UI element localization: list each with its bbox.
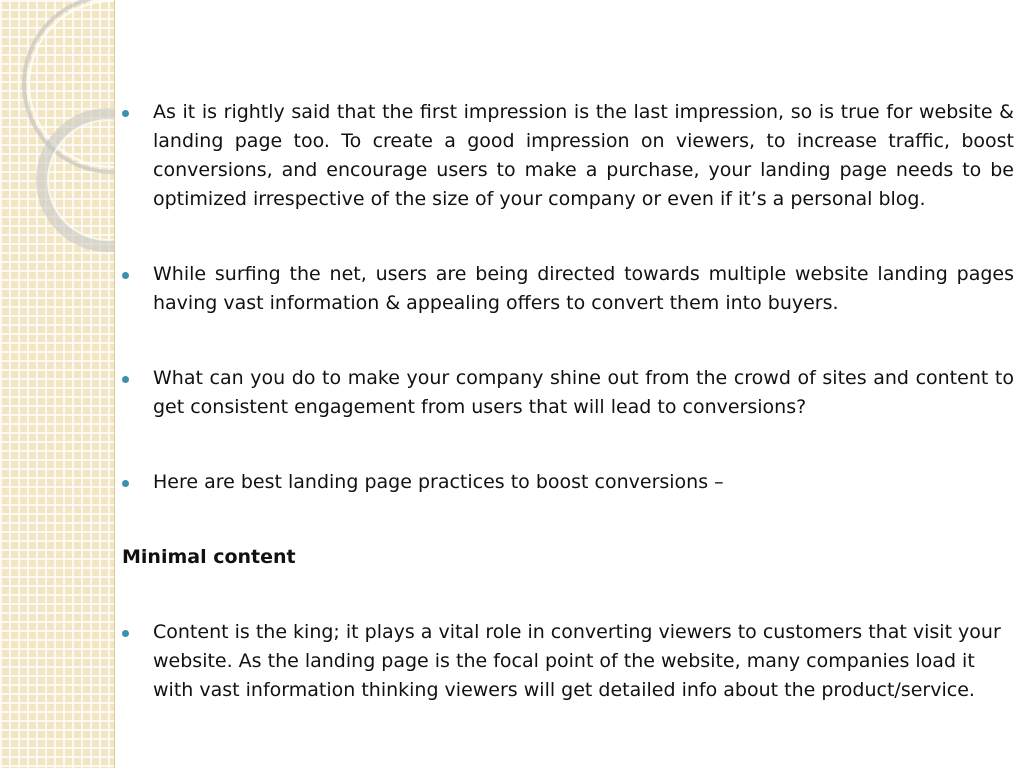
- bullet-dot-icon: [122, 480, 129, 487]
- bullet-best-practices: [122, 468, 1014, 497]
- slide-content: [122, 98, 1014, 705]
- section-heading: Minimal content: [122, 546, 296, 568]
- decorative-side-panel: [0, 0, 115, 768]
- bullet-dot-icon: [122, 376, 129, 383]
- bullet-text: Here are best landing page practices to boost conversions –: [153, 471, 724, 493]
- decorative-ring-large-highlight: [29, 1, 114, 167]
- bullet-surfing-net: [122, 260, 1014, 318]
- decorative-ring-small: [42, 114, 114, 246]
- bullet-first-impression: [122, 98, 1014, 214]
- bullet-shine-out: [122, 364, 1014, 422]
- bullet-content-king: [122, 618, 1014, 705]
- bullet-text: What can you do to make your company shine out from the crowd of sites and content to get consistent engagement from users that will lead to conversions?: [153, 367, 1014, 418]
- bullet-text: As it is rightly said that the first impression is the last impression, so is true for website & landing page too. To create a good impression on viewers, to increase traffic, boost conversions, and encourage users to make a purchase, your landing page needs to be optimized irrespective of the size of your company or even if it’s a personal blog.: [153, 101, 1014, 210]
- bullet-text: Content is the king; it plays a vital role in converting viewers to customers that visit your website. As the landing page is the focal point of the website, many companies load it with vast information thinking viewers will get detailed info about the product/service.: [153, 621, 1001, 701]
- decorative-ring-large: [24, 0, 114, 172]
- decorative-rings: [0, 0, 114, 768]
- bullet-dot-icon: [122, 272, 129, 279]
- bullet-text: While surfing the net, users are being directed towards multiple website landing pages having vast information & appealing offers to convert them into buyers.: [153, 263, 1014, 314]
- bullet-dot-icon: [122, 110, 129, 117]
- bullet-dot-icon: [122, 630, 129, 637]
